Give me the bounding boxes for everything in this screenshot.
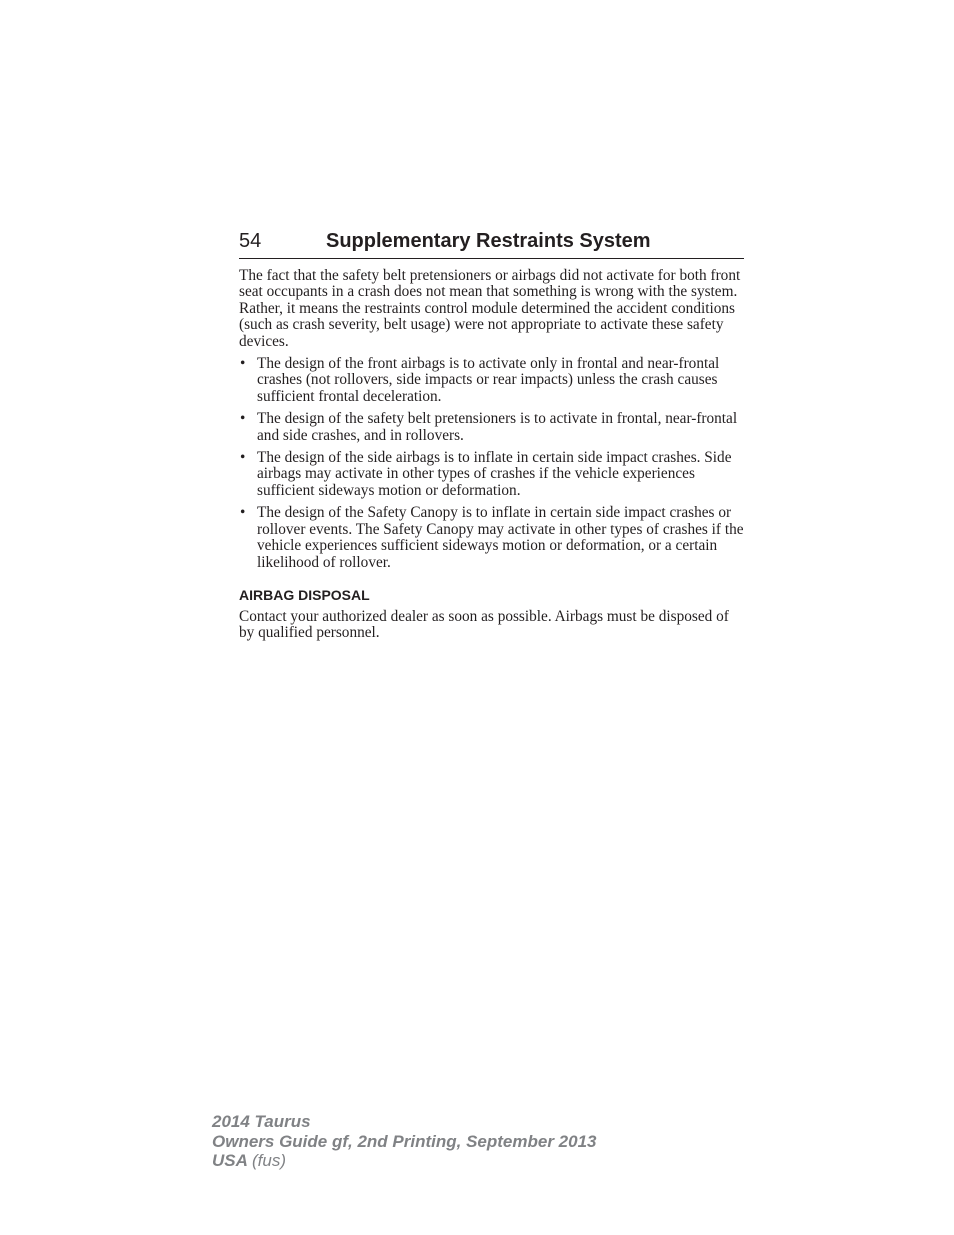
bullet-icon: •: [240, 410, 246, 428]
bullet-icon: •: [240, 449, 246, 467]
bullet-list: [239, 356, 744, 571]
page-number: 54: [239, 230, 262, 252]
airbag-disposal-heading: AIRBAG DISPOSAL: [239, 586, 370, 603]
airbag-disposal-paragraph: Contact your authorized dealer as soon as possible. Airbags must be disposed of by qualified personnel.: [239, 607, 729, 642]
list-item-text: The design of the front airbags is to activate only in frontal and near-frontal crashes (not rollovers, side impacts or rear impacts) unless the crash causes sufficient frontal deceleration.: [257, 355, 720, 405]
footer-market-code: (fus): [252, 1151, 286, 1170]
intro-paragraph: The fact that the safety belt pretensioners or airbags did not activate for both front seat occupants in a crash does not mean that something is wrong with the system. Rather, it means the restraints control module determined the accident conditions (such as crash severity, belt usage) were not appropriate to activate these safety devices.: [239, 267, 741, 350]
list-item: [239, 450, 744, 499]
bullet-icon: •: [240, 355, 246, 373]
footer-guide-edition: Owners Guide gf, 2nd Printing, September 2013: [212, 1131, 597, 1151]
list-item-text: The design of the Safety Canopy is to inflate in certain side impact crashes or rollover events. The Safety Canopy may activate in other types of crashes if the vehicle experiences sufficient sideways motion or deformation, or a certain likelihood of rollover.: [257, 504, 744, 571]
list-item: [239, 505, 744, 571]
page-footer: [212, 1112, 596, 1171]
bullet-icon: •: [240, 504, 246, 522]
page-header: [239, 228, 744, 259]
list-item-text: The design of the side airbags is to inflate in certain side impact crashes. Side airbags may activate in other types of crashes if the vehicle experiences sufficient sideways motion or deformation.: [257, 449, 732, 499]
footer-model: 2014 Taurus: [212, 1112, 311, 1131]
footer-country: USA: [212, 1151, 248, 1170]
list-item: [239, 356, 744, 405]
footer-market: [212, 1151, 596, 1171]
page-content: [239, 268, 744, 642]
list-item-text: The design of the safety belt pretensioners is to activate in frontal, near-frontal and side crashes, and in rollovers.: [257, 410, 738, 444]
section-title: Supplementary Restraints System: [326, 230, 651, 252]
list-item: [239, 411, 744, 444]
